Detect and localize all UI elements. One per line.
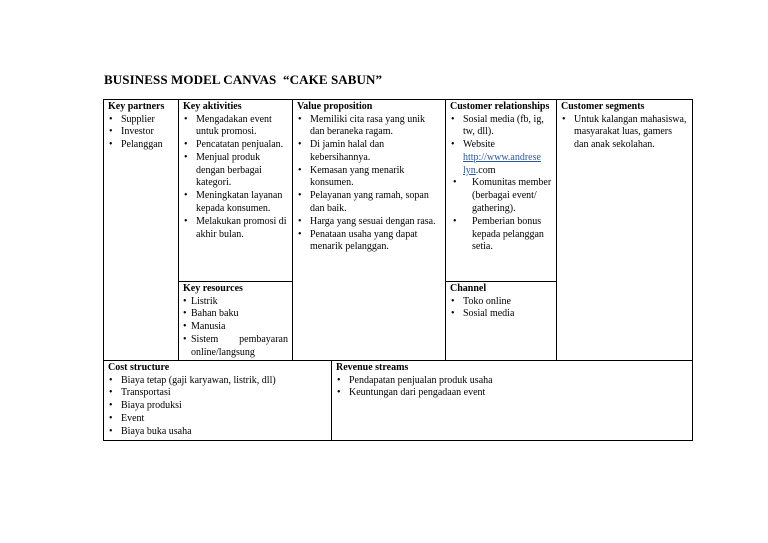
revenue-streams-block — [331, 360, 693, 441]
value-proposition-list — [297, 114, 441, 255]
key-activities-heading: Key aktivities — [183, 101, 242, 112]
key-resources-block — [178, 281, 293, 361]
list-item: • Investor — [108, 126, 174, 139]
list-item: • Penataan usaha yang dapat menarik pelanggan. — [297, 229, 441, 255]
value-proposition-block — [292, 99, 446, 361]
customer-relationships-list — [450, 114, 552, 255]
list-item: • Sosial media — [450, 308, 552, 321]
key-partners-block — [103, 99, 179, 361]
revenue-streams-list — [336, 375, 688, 401]
list-item: • Transportasi — [108, 387, 327, 400]
list-item: • Keuntungan dari pengadaan event — [336, 387, 688, 400]
list-item: • Pendapatan penjualan produk usaha — [336, 375, 688, 388]
item-text: pembayaran — [239, 333, 288, 345]
customer-segments-block — [556, 99, 693, 361]
list-item: • Biaya tetap (gaji karyawan, listrik, dll) — [108, 375, 327, 388]
list-item: • Event — [108, 413, 327, 426]
list-item: • Pelayanan yang ramah, sopan dan baik. — [297, 190, 441, 216]
list-item: • Bahan baku — [183, 308, 288, 321]
list-item: • Menjual produk dengan berbagai kategori. — [183, 152, 288, 190]
list-item: • Memiliki cita rasa yang unik dan beraneka ragam. — [297, 114, 441, 140]
list-item: • Pencatatan penjualan. — [183, 139, 288, 152]
document-title: BUSINESS MODEL CANVAS “CAKE SABUN” — [104, 72, 383, 87]
cost-structure-heading: Cost structure — [108, 362, 170, 373]
item-text: • Sistem — [191, 333, 219, 345]
item-text: Website — [463, 139, 495, 151]
list-item: • Kemasan yang menarik konsumen. — [297, 165, 441, 191]
key-activities-list — [183, 114, 288, 242]
list-item: • Pemberian bonus kepada pelanggan setia. — [450, 216, 552, 254]
revenue-streams-heading: Revenue streams — [336, 362, 409, 373]
value-proposition-heading: Value proposition — [297, 101, 373, 112]
website-link[interactable]: http://www.andrese — [463, 151, 541, 163]
list-item: • Sosial media (fb, ig, tw, dll). — [450, 114, 552, 140]
channel-block — [445, 281, 557, 361]
list-item: • Pelanggan — [108, 139, 174, 152]
website-link-continued[interactable]: lyn — [463, 164, 476, 176]
cost-structure-block — [103, 360, 332, 441]
list-item: • Toko online — [450, 296, 552, 309]
list-item — [450, 139, 552, 177]
list-item: • Melakukan promosi di akhir bulan. — [183, 216, 288, 242]
key-partners-heading: Key partners — [108, 101, 165, 112]
key-partners-list — [108, 114, 174, 152]
list-item: • Di jamin halal dan kebersihannya. — [297, 139, 441, 165]
channel-heading: Channel — [450, 283, 487, 294]
customer-segments-heading: Customer segments — [561, 101, 645, 112]
key-resources-heading: Key resources — [183, 283, 243, 294]
list-item: • Komunitas member (berbagai event/ gathering). — [450, 177, 552, 215]
list-item: • Harga yang sesuai dengan rasa. — [297, 216, 441, 229]
list-item: • Supplier — [108, 114, 174, 127]
list-item: • Biaya produksi — [108, 400, 327, 413]
list-item: • Meningkatan layanan kepada konsumen. — [183, 190, 288, 216]
list-item: • Mengadakan event untuk promosi. — [183, 114, 288, 140]
item-text: online/langsung — [191, 346, 255, 358]
list-item: • Manusia — [183, 321, 288, 334]
key-resources-list — [183, 296, 288, 360]
customer-segments-list — [561, 114, 688, 152]
customer-relationships-heading: Customer relationships — [450, 101, 550, 112]
channel-list — [450, 296, 552, 322]
list-item: • Untuk kalangan mahasiswa, masyarakat luas, gamers dan anak sekolahan. — [561, 114, 688, 152]
key-activities-block — [178, 99, 293, 282]
business-model-canvas — [103, 99, 693, 441]
list-item: • Listrik — [183, 296, 288, 309]
customer-relationships-block — [445, 99, 557, 282]
cost-structure-list — [108, 375, 327, 439]
list-item: • Biaya buka usaha — [108, 426, 327, 439]
list-item — [183, 334, 288, 360]
item-text: .com — [475, 164, 496, 176]
